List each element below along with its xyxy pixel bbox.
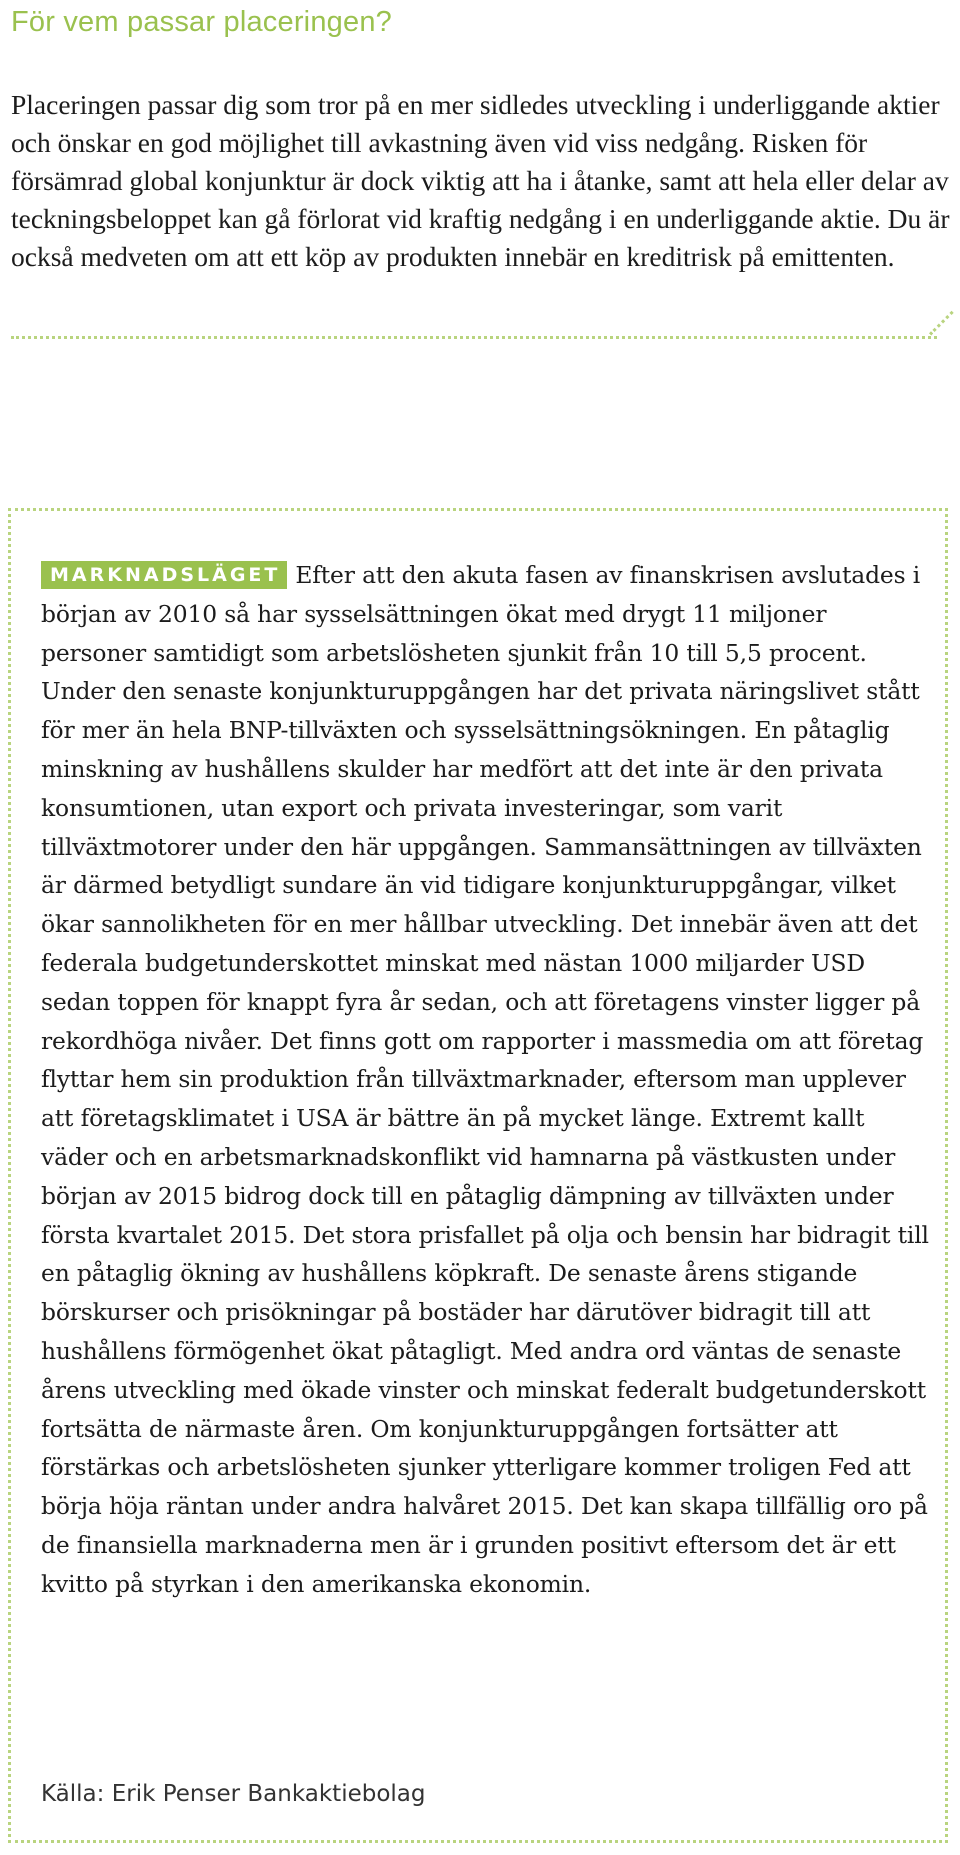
intro-paragraph: Placeringen passar dig som tror på en mer sidledes utveckling i underliggande aktier och önskar en god möjlighet till avkastning även vid viss nedgång. Risken för försämrad global konjunktur är dock viktig att ha i åtanke, samt att hela eller delar av teckningsbeloppet kan gå förlorat vid kraftig nedgång i en underliggande aktie. Du är också medveten om att ett köp av produkten innebär en kreditrisk på emittenten. <box>11 89 950 272</box>
dotted-divider <box>11 336 937 339</box>
market-paragraph <box>41 556 931 1604</box>
market-text: Efter att den akuta fasen av finanskrisen avslutades i början av 2010 så har sysselsättningen ökat med drygt 11 miljoner personer samtidigt som arbetslösheten sjunkit från 10 till 5,5 procent. Under den senaste konjunkturuppgången har det privata näringslivet stått för mer än hela BNP-tillväxten och sysselsättningsökningen. En påtaglig minskning av hushållens skulder har medfört att det inte är den privata konsumtionen, utan export och privata investeringar, som varit tillväxtmotorer under den här uppgången. Sammansättningen av tillväxten är därmed betydligt sundare än vid tidigare konjunkturuppgångar, vilket ökar sannolikheten för en mer hållbar utveckling. Det innebär även att det federala budgetunderskottet minskat med nästan 1000 miljarder USD sedan toppen för knappt fyra år sedan, och att företagens vinster ligger på rekordhöga nivåer. Det finns gott om rapporter i massmedia om att företag flyttar hem sin produktion från tillväxtmarknader, eftersom man upplever att företagsklimatet i USA är bättre än på mycket länge. Extremt kallt väder och en arbetsmarknadskonflikt vid hamnarna på västkusten under början av 2015 bidrog dock till en påtaglig dämpning av tillväxten under första kvartalet 2015. Det stora prisfallet på olja och bensin har bidragit till en påtaglig ökning av hushållens köpkraft. De senaste årens stigande börskurser och prisökningar på bostäder har därutöver bidragit till att hushållens förmögenhet ökat påtagligt. Med andra ord väntas de senaste årens utveckling med ökade vinster och minskat federalt budgetunderskott fortsätta de närmaste åren. Om konjunkturuppgången fortsätter att förstärkas och arbetslösheten sjunker ytterligare kommer troligen Fed att börja höja räntan under andra halvåret 2015. Det kan skapa tillfällig oro på de finansiella marknaderna men är i grunden positivt eftersom det är ett kvitto på styrkan i den amerikanska ekonomin. <box>41 561 929 1598</box>
section-heading: För vem passar placeringen? <box>11 6 392 38</box>
market-tag: MARKNADSLÄGET <box>41 561 287 589</box>
dotted-divider-corner <box>929 311 954 336</box>
source-note: Källa: Erik Penser Bankaktiebolag <box>41 1781 426 1807</box>
